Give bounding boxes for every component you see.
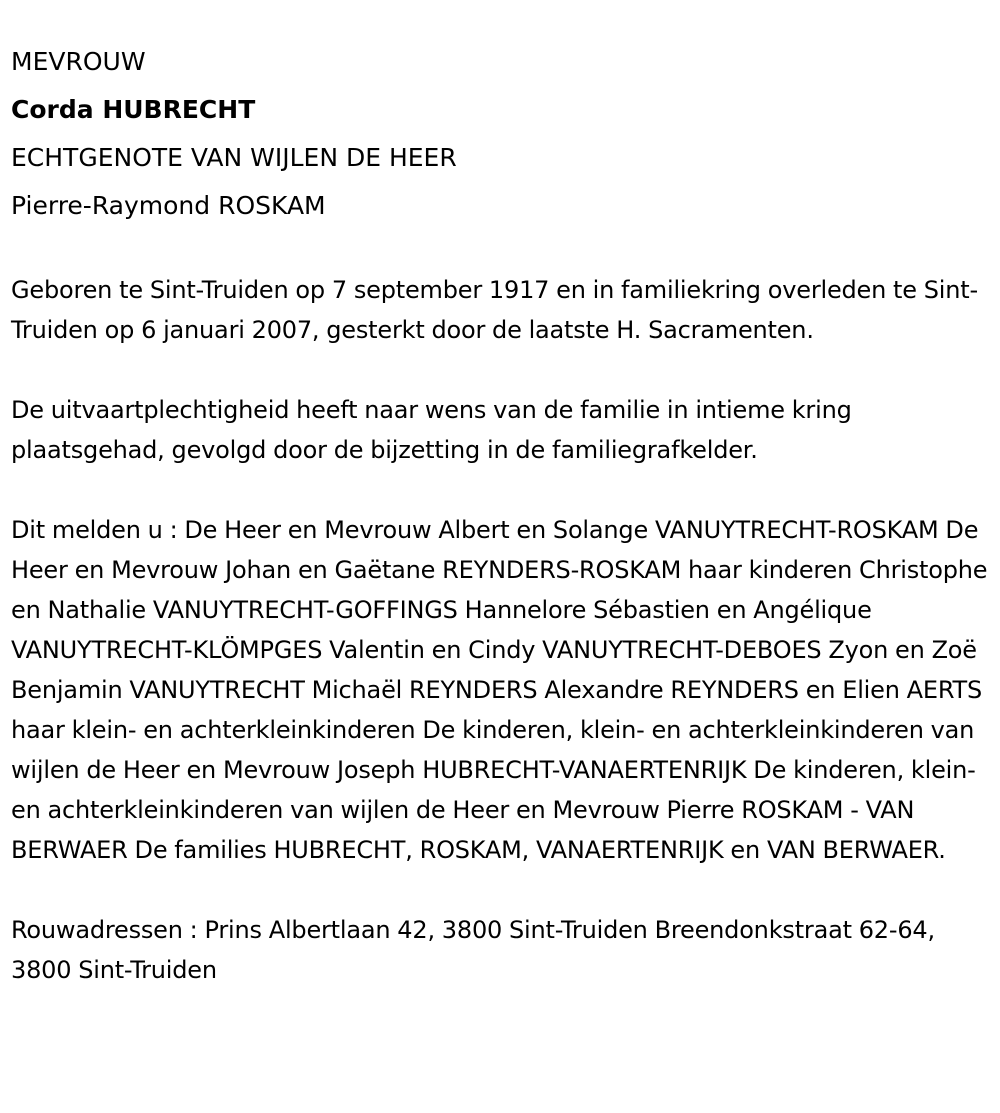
spouse-line: ECHTGENOTE VAN WIJLEN DE HEER xyxy=(11,143,457,172)
title-line: MEVROUW xyxy=(11,47,146,76)
funeral-paragraph: De uitvaartplechtigheid heeft naar wens van de familie in intieme kring plaatsgehad, gevolgd door de bijzetting in de familiegrafkelder. xyxy=(11,396,852,464)
announcement-paragraph: Dit melden u : De Heer en Mevrouw Albert en Solange VANUYTRECHT-ROSKAM De Heer en Mevrouw Johan en Gaëtane REYNDERS-ROSKAM haar kinderen Christophe en Nathalie VANUYTRECHT-GOFFINGS Hannelore Sébastien en Angélique VANUYTRECHT-KLÖMPGES Valentin en Cindy VANUYTRECHT-DEBOES Zyon en Zoë Benjamin VANUYTRECHT Michaël REYNDERS Alexandre REYNDERS en Elien AERTS haar klein- en achterkleinkinderen De kinderen, klein- en achterkleinkinderen van wijlen de Heer en Mevrouw Joseph HUBRECHT-VANAERTENRIJK De kinderen, klein- en achterkleinkinderen van wijlen de Heer en Mevrouw Pierre ROSKAM - VAN BERWAER De families HUBRECHT, ROSKAM, VANAERTENRIJK en VAN BERWAER. xyxy=(11,516,988,864)
spouse-name: Pierre-Raymond ROSKAM xyxy=(11,191,326,220)
addresses-paragraph: Rouwadressen : Prins Albertlaan 42, 3800 Sint-Truiden Breendonkstraat 62-64, 3800 Sint-Truiden xyxy=(11,916,935,984)
birth-death-paragraph: Geboren te Sint-Truiden op 7 september 1917 en in familiekring overleden te Sint-Truiden op 6 januari 2007, gesterkt door de laatste H. Sacramenten. xyxy=(11,276,978,344)
obituary-notice xyxy=(11,38,996,990)
deceased-name: Corda HUBRECHT xyxy=(11,95,256,124)
